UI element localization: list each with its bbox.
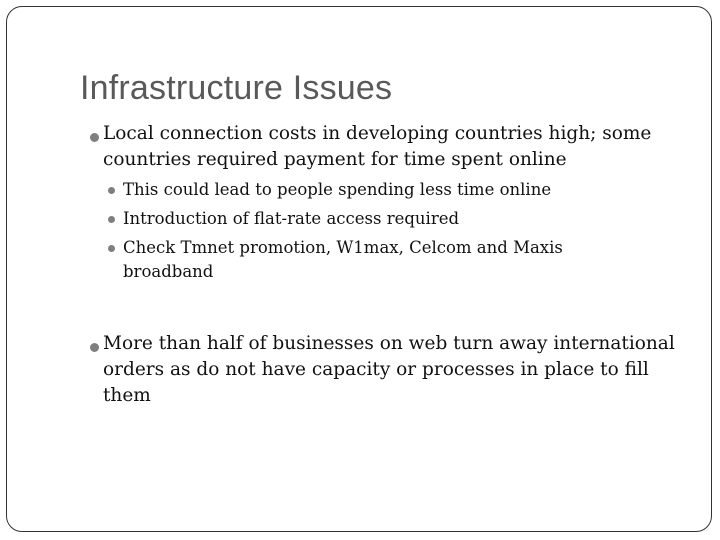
sub-bullet-item bbox=[123, 236, 613, 284]
slide-title: Infrastructure Issues bbox=[80, 69, 393, 107]
sub-bullet-text: Check Tmnet promotion, W1max, Celcom and Maxis broadband bbox=[123, 238, 563, 281]
bullet-icon bbox=[90, 133, 99, 142]
sub-bullet-icon bbox=[108, 245, 115, 252]
bullet-text: More than half of businesses on web turn away international orders as do not have capacity or processes in place to fill them bbox=[103, 333, 675, 406]
sub-bullet-text: Introduction of flat-rate access required bbox=[123, 209, 460, 228]
sub-bullet-item bbox=[123, 178, 643, 202]
slide-frame bbox=[6, 6, 712, 532]
bullet-item bbox=[103, 331, 693, 409]
sub-bullet-text: This could lead to people spending less time online bbox=[123, 180, 552, 199]
sub-bullet-item bbox=[123, 207, 643, 231]
bullet-icon bbox=[90, 343, 99, 352]
bullet-text: Local connection costs in developing countries high; some countries required payment for time spent online bbox=[103, 123, 652, 170]
sub-bullet-icon bbox=[108, 187, 115, 194]
bullet-item bbox=[103, 121, 683, 173]
sub-bullet-icon bbox=[108, 216, 115, 223]
